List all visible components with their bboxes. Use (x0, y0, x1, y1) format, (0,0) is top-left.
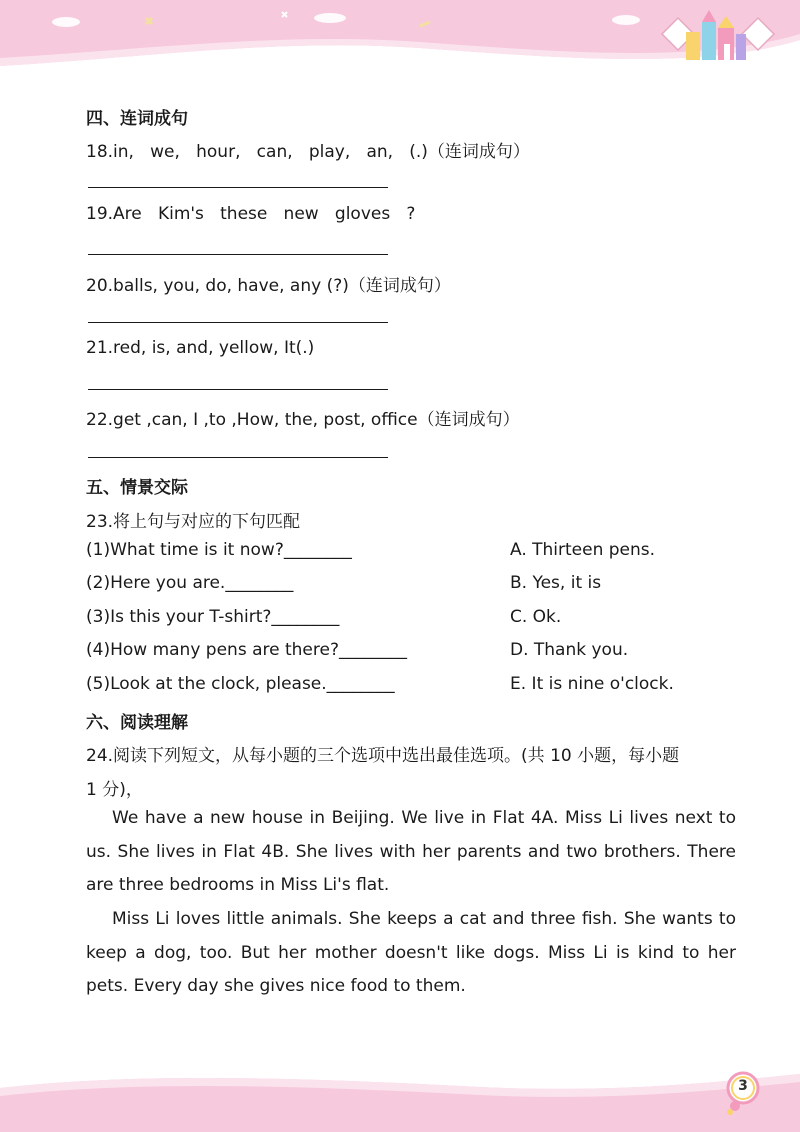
question-24-line2: 1 分)， (86, 780, 143, 800)
question-21: 21.red, is, and, yellow, It(.) (86, 338, 315, 358)
question-19: 19.Are Kim's these new gloves ? (86, 204, 416, 224)
match-right-d: D. Thank you. (510, 640, 629, 660)
match-right-e: E. It is nine o'clock. (510, 674, 674, 694)
match-left-2: (2)Here you are.________ (86, 573, 294, 593)
answer-line-18[interactable] (88, 187, 388, 188)
footer-decoration (0, 1064, 800, 1132)
page-number: 3 (738, 1078, 748, 1094)
match-right-c: C. Ok. (510, 607, 562, 627)
answer-line-19[interactable] (88, 254, 388, 255)
question-23: 23.将上句与对应的下句匹配 (86, 512, 301, 532)
section-heading-4: 四、连词成句 (86, 109, 188, 129)
reading-paragraph-1 (86, 802, 736, 903)
match-left-4: (4)How many pens are there?________ (86, 640, 407, 660)
section-heading-5: 五、情景交际 (86, 478, 188, 498)
match-left-5: (5)Look at the clock, please.________ (86, 674, 395, 694)
question-20: 20.balls, you, do, have, any (?)（连词成句） (86, 276, 451, 296)
match-right-b: B. Yes, it is (510, 573, 602, 593)
question-22: 22.get ,can, I ,to ,How, the, post, office（连词成句） (86, 410, 520, 430)
section-heading-6: 六、阅读理解 (86, 713, 188, 733)
match-right-a: A. Thirteen pens. (510, 540, 656, 560)
question-18: 18.in, we, hour, can, play, an, (.)（连词成句） (86, 142, 530, 162)
answer-line-21[interactable] (88, 389, 388, 390)
match-left-1: (1)What time is it now?________ (86, 540, 352, 560)
question-24-line1: 24.阅读下列短文，从每小题的三个选项中选出最佳选项。(共 10 小题，每小题 (86, 746, 680, 766)
castle-logo-icon (658, 4, 778, 66)
reading-paragraph-2 (86, 903, 736, 1004)
answer-line-22[interactable] (88, 457, 388, 458)
reading-paragraph-1-text: We have a new house in Beijing. We live in Flat 4A. Miss Li lives next to us. She lives in Flat 4B. She lives with her parents and two brothers. There are three bedrooms in Miss Li's flat. (86, 808, 736, 895)
answer-line-20[interactable] (88, 322, 388, 323)
match-left-3: (3)Is this your T-shirt?________ (86, 607, 340, 627)
reading-paragraph-2-text: Miss Li loves little animals. She keeps a cat and three fish. She wants to keep a dog, too. But her mother doesn't like dogs. Miss Li is kind to her pets. Every day she gives nice food to them. (86, 909, 736, 996)
